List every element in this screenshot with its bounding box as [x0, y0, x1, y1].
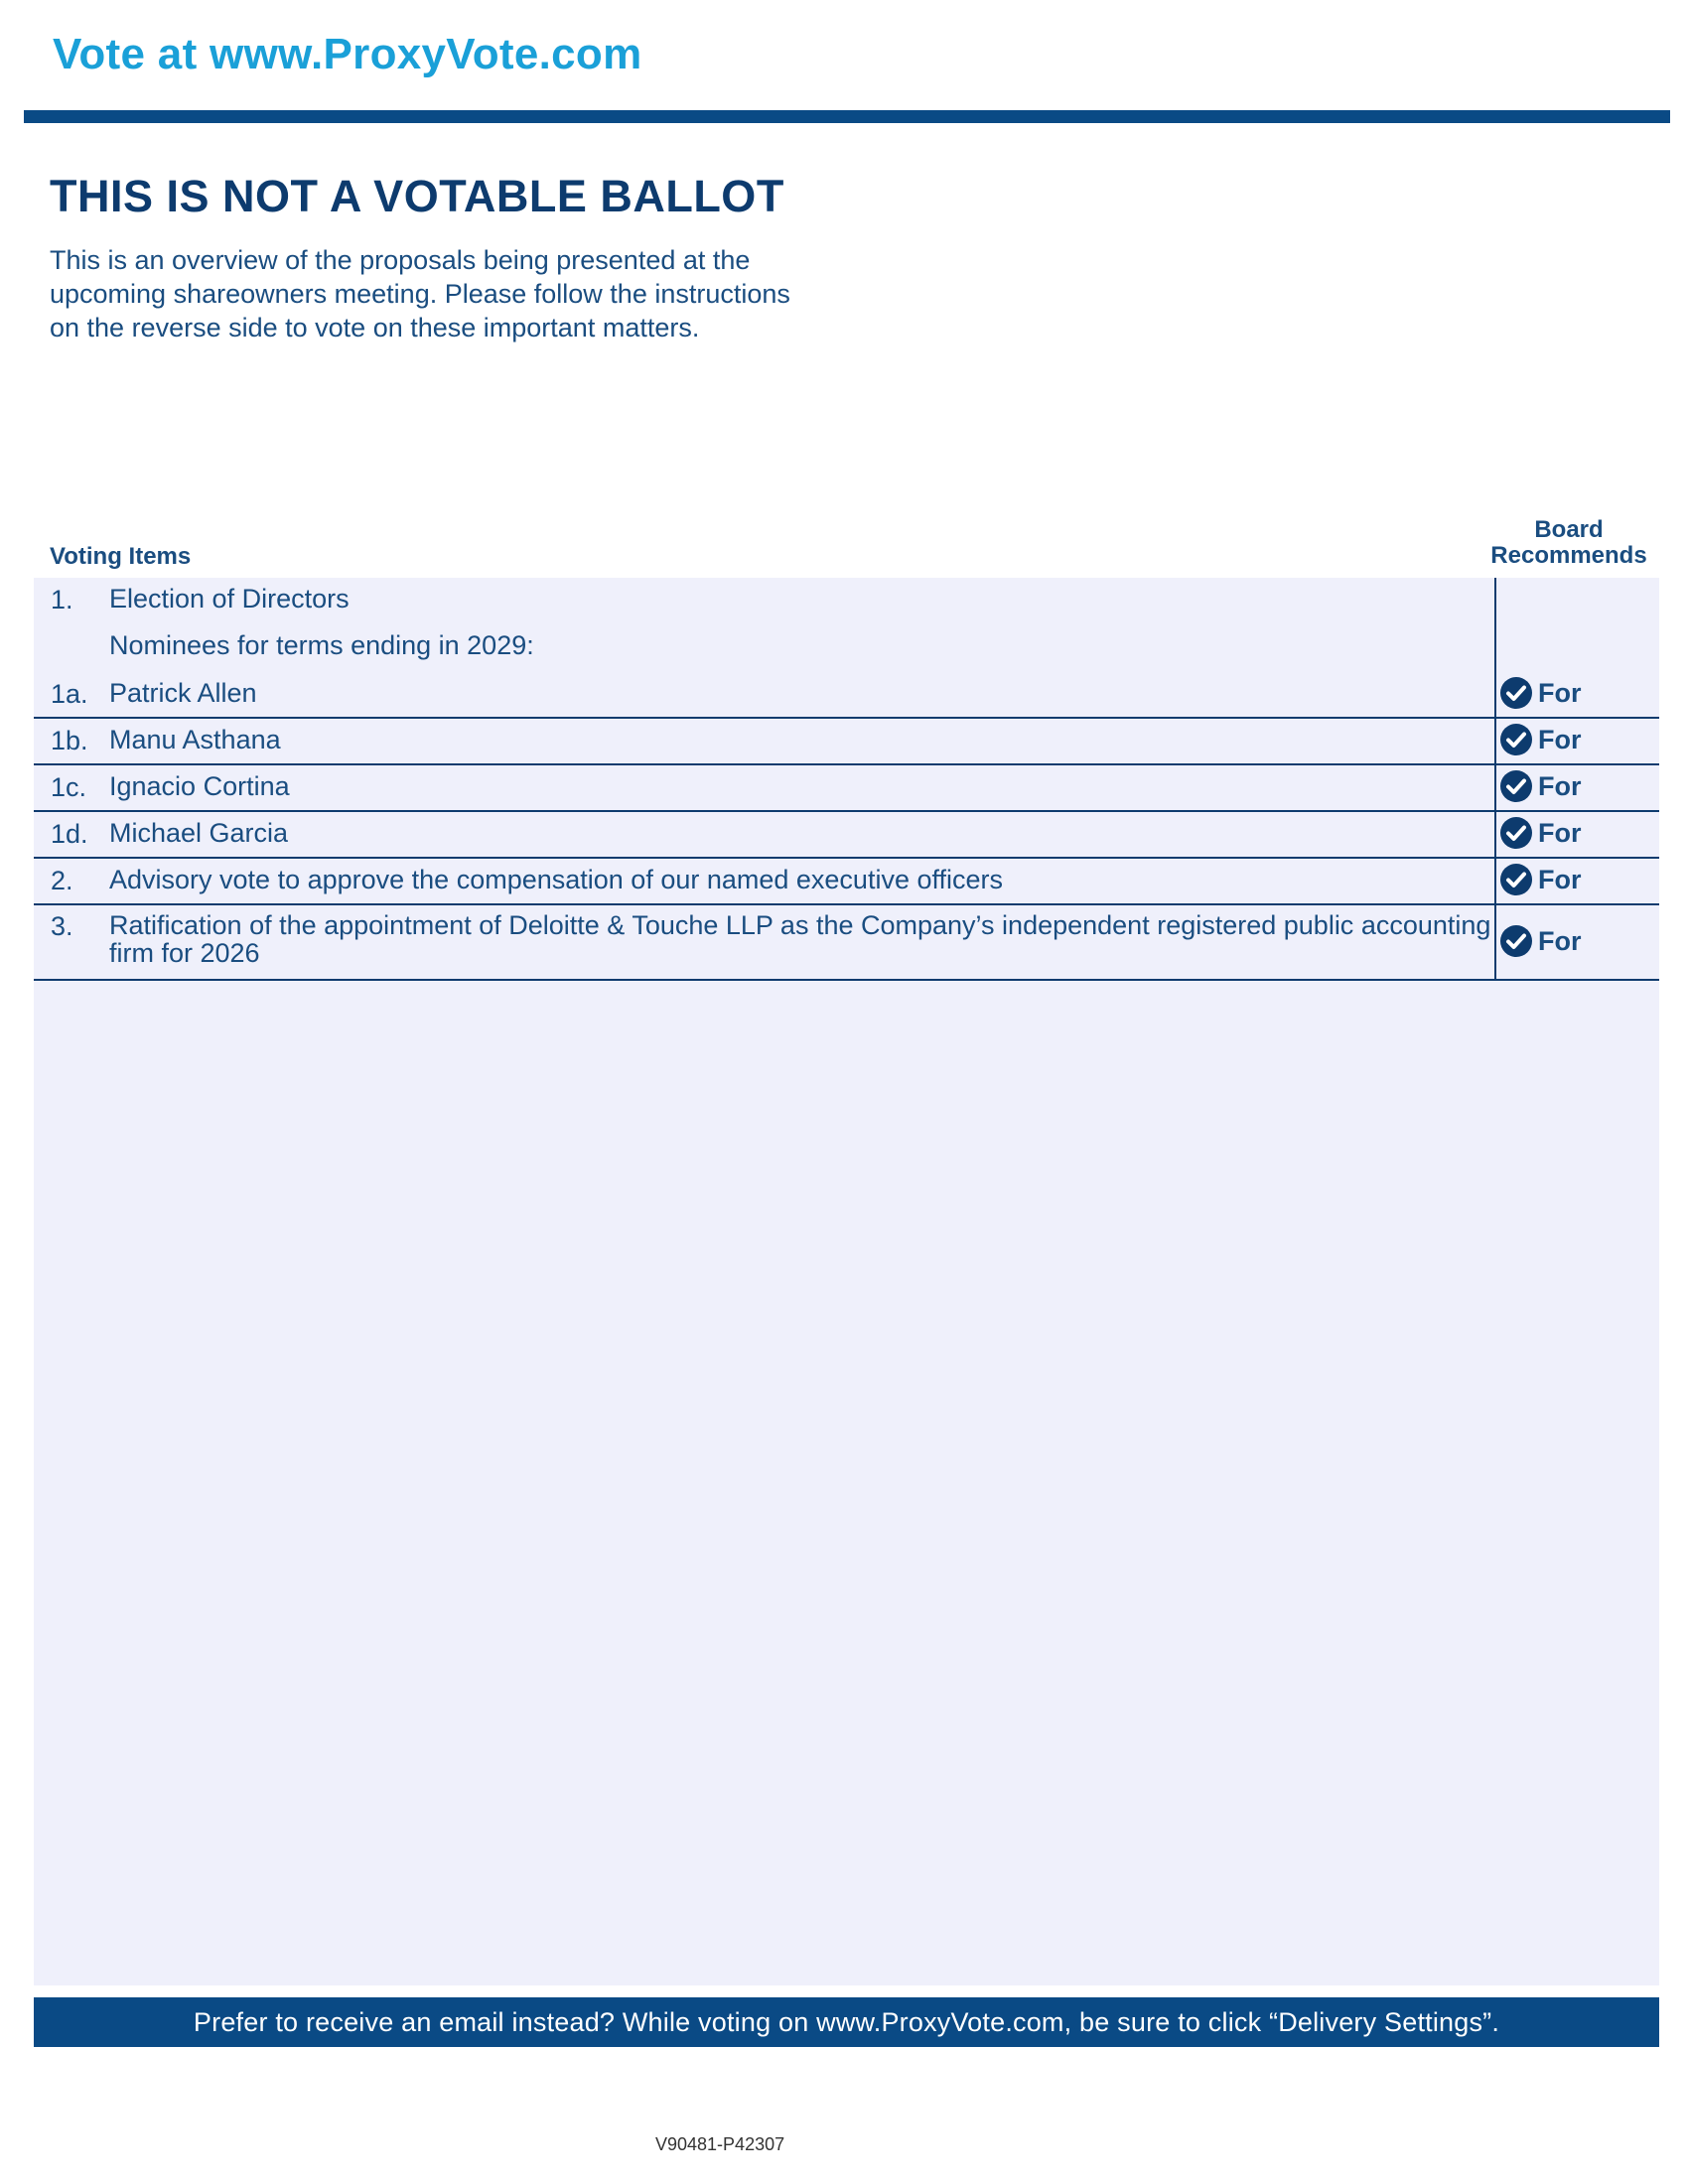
- board-recommendation: [1500, 817, 1582, 849]
- recommendation-label: For: [1538, 817, 1582, 848]
- recommendation-label: For: [1538, 770, 1582, 801]
- item-number: 2.: [51, 866, 73, 895]
- item-number: 3.: [51, 911, 73, 941]
- voting-row: [34, 905, 1659, 981]
- intro-paragraph: This is an overview of the proposals being presented at the upcoming shareowners meeting. Please follow the instructions on the reverse side to vote on these important matters.: [50, 245, 790, 342]
- item-number: 1.: [51, 585, 73, 614]
- voting-row: [34, 581, 1659, 616]
- board-recommendation: [1500, 724, 1582, 755]
- check-circle-icon: [1500, 864, 1532, 895]
- board-header-line2: Recommends: [1490, 542, 1647, 569]
- item-text: Ignacio Cortina: [109, 771, 290, 801]
- board-recommendation: [1500, 677, 1582, 709]
- board-header-line1: Board: [1534, 516, 1604, 543]
- document-code: V90481-P42307: [655, 2134, 785, 2154]
- item-number: 1c.: [51, 772, 87, 802]
- item-text: Patrick Allen: [109, 678, 257, 708]
- item-text: Michael Garcia: [109, 818, 289, 848]
- header-divider: [24, 110, 1670, 123]
- voting-row: [34, 765, 1659, 812]
- item-text: Election of Directors: [109, 584, 350, 614]
- email-delivery-banner: [34, 1997, 1659, 2047]
- check-circle-icon: [1500, 724, 1532, 755]
- recommendation-label: For: [1538, 864, 1582, 894]
- recommendation-label: For: [1538, 724, 1582, 754]
- item-text: Nominees for terms ending in 2029:: [109, 630, 534, 660]
- recommendation-label: For: [1538, 925, 1582, 956]
- item-number: 1b.: [51, 726, 88, 755]
- voting-items-header: Voting Items: [50, 543, 192, 570]
- footer-text: Prefer to receive an email instead? While voting on www.ProxyVote.com, be sure to click “Delivery Settings”.: [193, 2006, 1500, 2037]
- board-recommendation: [1500, 770, 1582, 802]
- item-number: 1a.: [51, 679, 88, 709]
- board-recommendation: [1500, 864, 1582, 895]
- voting-row: [34, 812, 1659, 859]
- item-text: Advisory vote to approve the compensation of our named executive officers: [109, 865, 1004, 894]
- voting-row: [34, 719, 1659, 765]
- check-circle-icon: [1500, 925, 1532, 957]
- item-text: Ratification of the appointment of Deloitte & Touche LLP as the Company’s independent registered public accounting firm for 2026: [109, 910, 1491, 968]
- page-title: THIS IS NOT A VOTABLE BALLOT: [50, 171, 784, 221]
- proxyvote-header-link[interactable]: Vote at www.ProxyVote.com: [53, 30, 642, 78]
- board-recommendation: [1500, 925, 1582, 957]
- voting-row: [34, 627, 1659, 663]
- check-circle-icon: [1500, 817, 1532, 849]
- item-number: 1d.: [51, 819, 88, 849]
- check-circle-icon: [1500, 677, 1532, 709]
- board-recommends-header: [1489, 517, 1648, 569]
- recommendation-label: For: [1538, 677, 1582, 708]
- item-text: Manu Asthana: [109, 725, 281, 754]
- voting-row: [34, 673, 1659, 719]
- check-circle-icon: [1500, 770, 1532, 802]
- voting-row: [34, 859, 1659, 905]
